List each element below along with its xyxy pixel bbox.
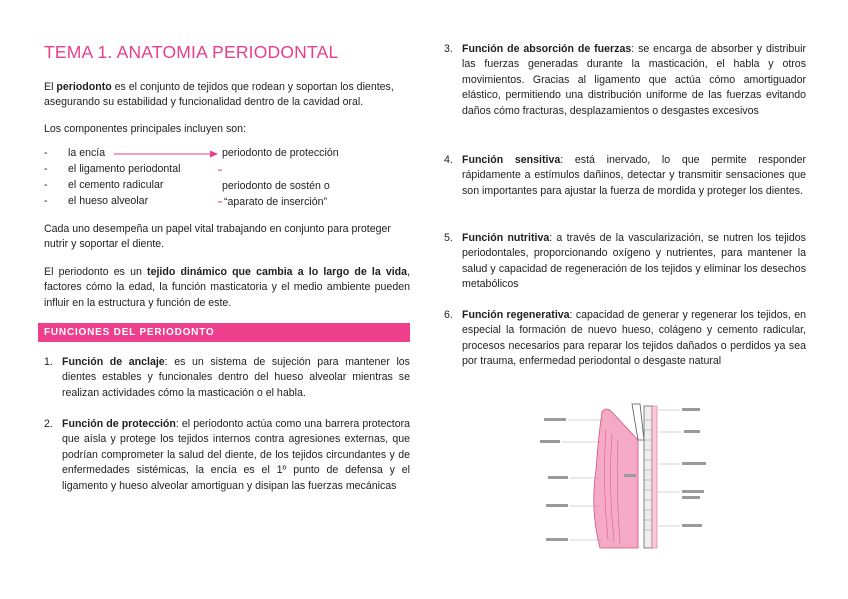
function-item: 4. Función sensitiva: está inervado, lo que permite responder rápidamente a estímulos dañinos, detectar y transmitir sensaciones que son importantes para ajustar la fuerza de mordida y proteger los dientes. — [444, 154, 806, 197]
function-item: 1. Función de anclaje: es un sistema de sujeción para mantener los dientes estables y funcionales dentro del hueso alveolar mientras se realizan actividades cómo la masticación o el habla. — [44, 356, 410, 399]
list-item: - la encía — [44, 147, 106, 159]
intro-paragraph: El periodonto es el conjunto de tejidos que rodean y soportan los dientes, asegurando su estabilidad y funcionalidad dentro de la cavidad oral. — [44, 81, 394, 109]
support-label-alt: “aparato de inserción” — [224, 196, 328, 208]
section-header: FUNCIONES DEL PERIODONTO — [38, 323, 410, 342]
periodontium-diagram — [540, 400, 710, 550]
list-item: - el hueso alveolar — [44, 195, 149, 207]
function-item: 5. Función nutritiva: a través de la vascularización, se nutren los tejidos periodontales, proporcionando oxígeno y nutrientes, para mantener la salud y capacidad de regeneración de los tejidos y eliminar los desechos metabólicos — [444, 232, 806, 291]
role-paragraph: Cada uno desempeña un papel vital trabajando en conjunto para proteger nutrir y soportar el diente. — [44, 223, 391, 251]
components-intro: Los componentes principales incluyen son: — [44, 123, 246, 135]
list-item: - el ligamento periodontal — [44, 163, 181, 175]
function-item: 6. Función regenerativa: capacidad de generar y regenerar los tejidos, en especial la formación de nuevo hueso, colágeno y cemento radicular, procesos necesarios para reparar los tejidos dañados o perdidos ya sea por trauma, enfermedad periodontal o desgaste natural — [444, 309, 806, 368]
arrow-icon — [112, 146, 222, 212]
function-item: 2. Función de protección: el periodonto actúa como una barrera protectora que aísla y protege los tejidos internos contra agresiones externas, que podrían comprometer la salud del diente, de los tejidos circundantes y de enfermedades sistémicas, la encía es el 1º punto de defensa y el ligamento y hueso alveolar amortiguan y disipan las fuerzas mecánicas — [44, 418, 411, 492]
page-title: TEMA 1. ANATOMIA PERIODONTAL — [44, 42, 339, 62]
function-item: 3. Función de absorción de fuerzas: se encarga de absorber y distribuir las fuerzas generadas durante la masticación, el habla y otros movimientos. Gracias al ligamento que actúa cómo amortiguador elástico, permitiendo una distribución uniforme de las fuerzas evitando daños cómo fracturas, desplazamientos o desgastes excesivos — [444, 43, 806, 117]
components-list — [44, 146, 410, 212]
protection-label: periodonto de protección — [222, 147, 339, 159]
dynamic-paragraph: El periodonto es un tejido dinámico que cambia a lo largo de la vida, factores cómo la edad, la función masticatoria y el medio ambiente pueden influir en la estructura y función de este. — [44, 266, 411, 309]
list-item: - el cemento radicular — [44, 179, 164, 191]
support-label: periodonto de sostén o — [222, 180, 330, 192]
